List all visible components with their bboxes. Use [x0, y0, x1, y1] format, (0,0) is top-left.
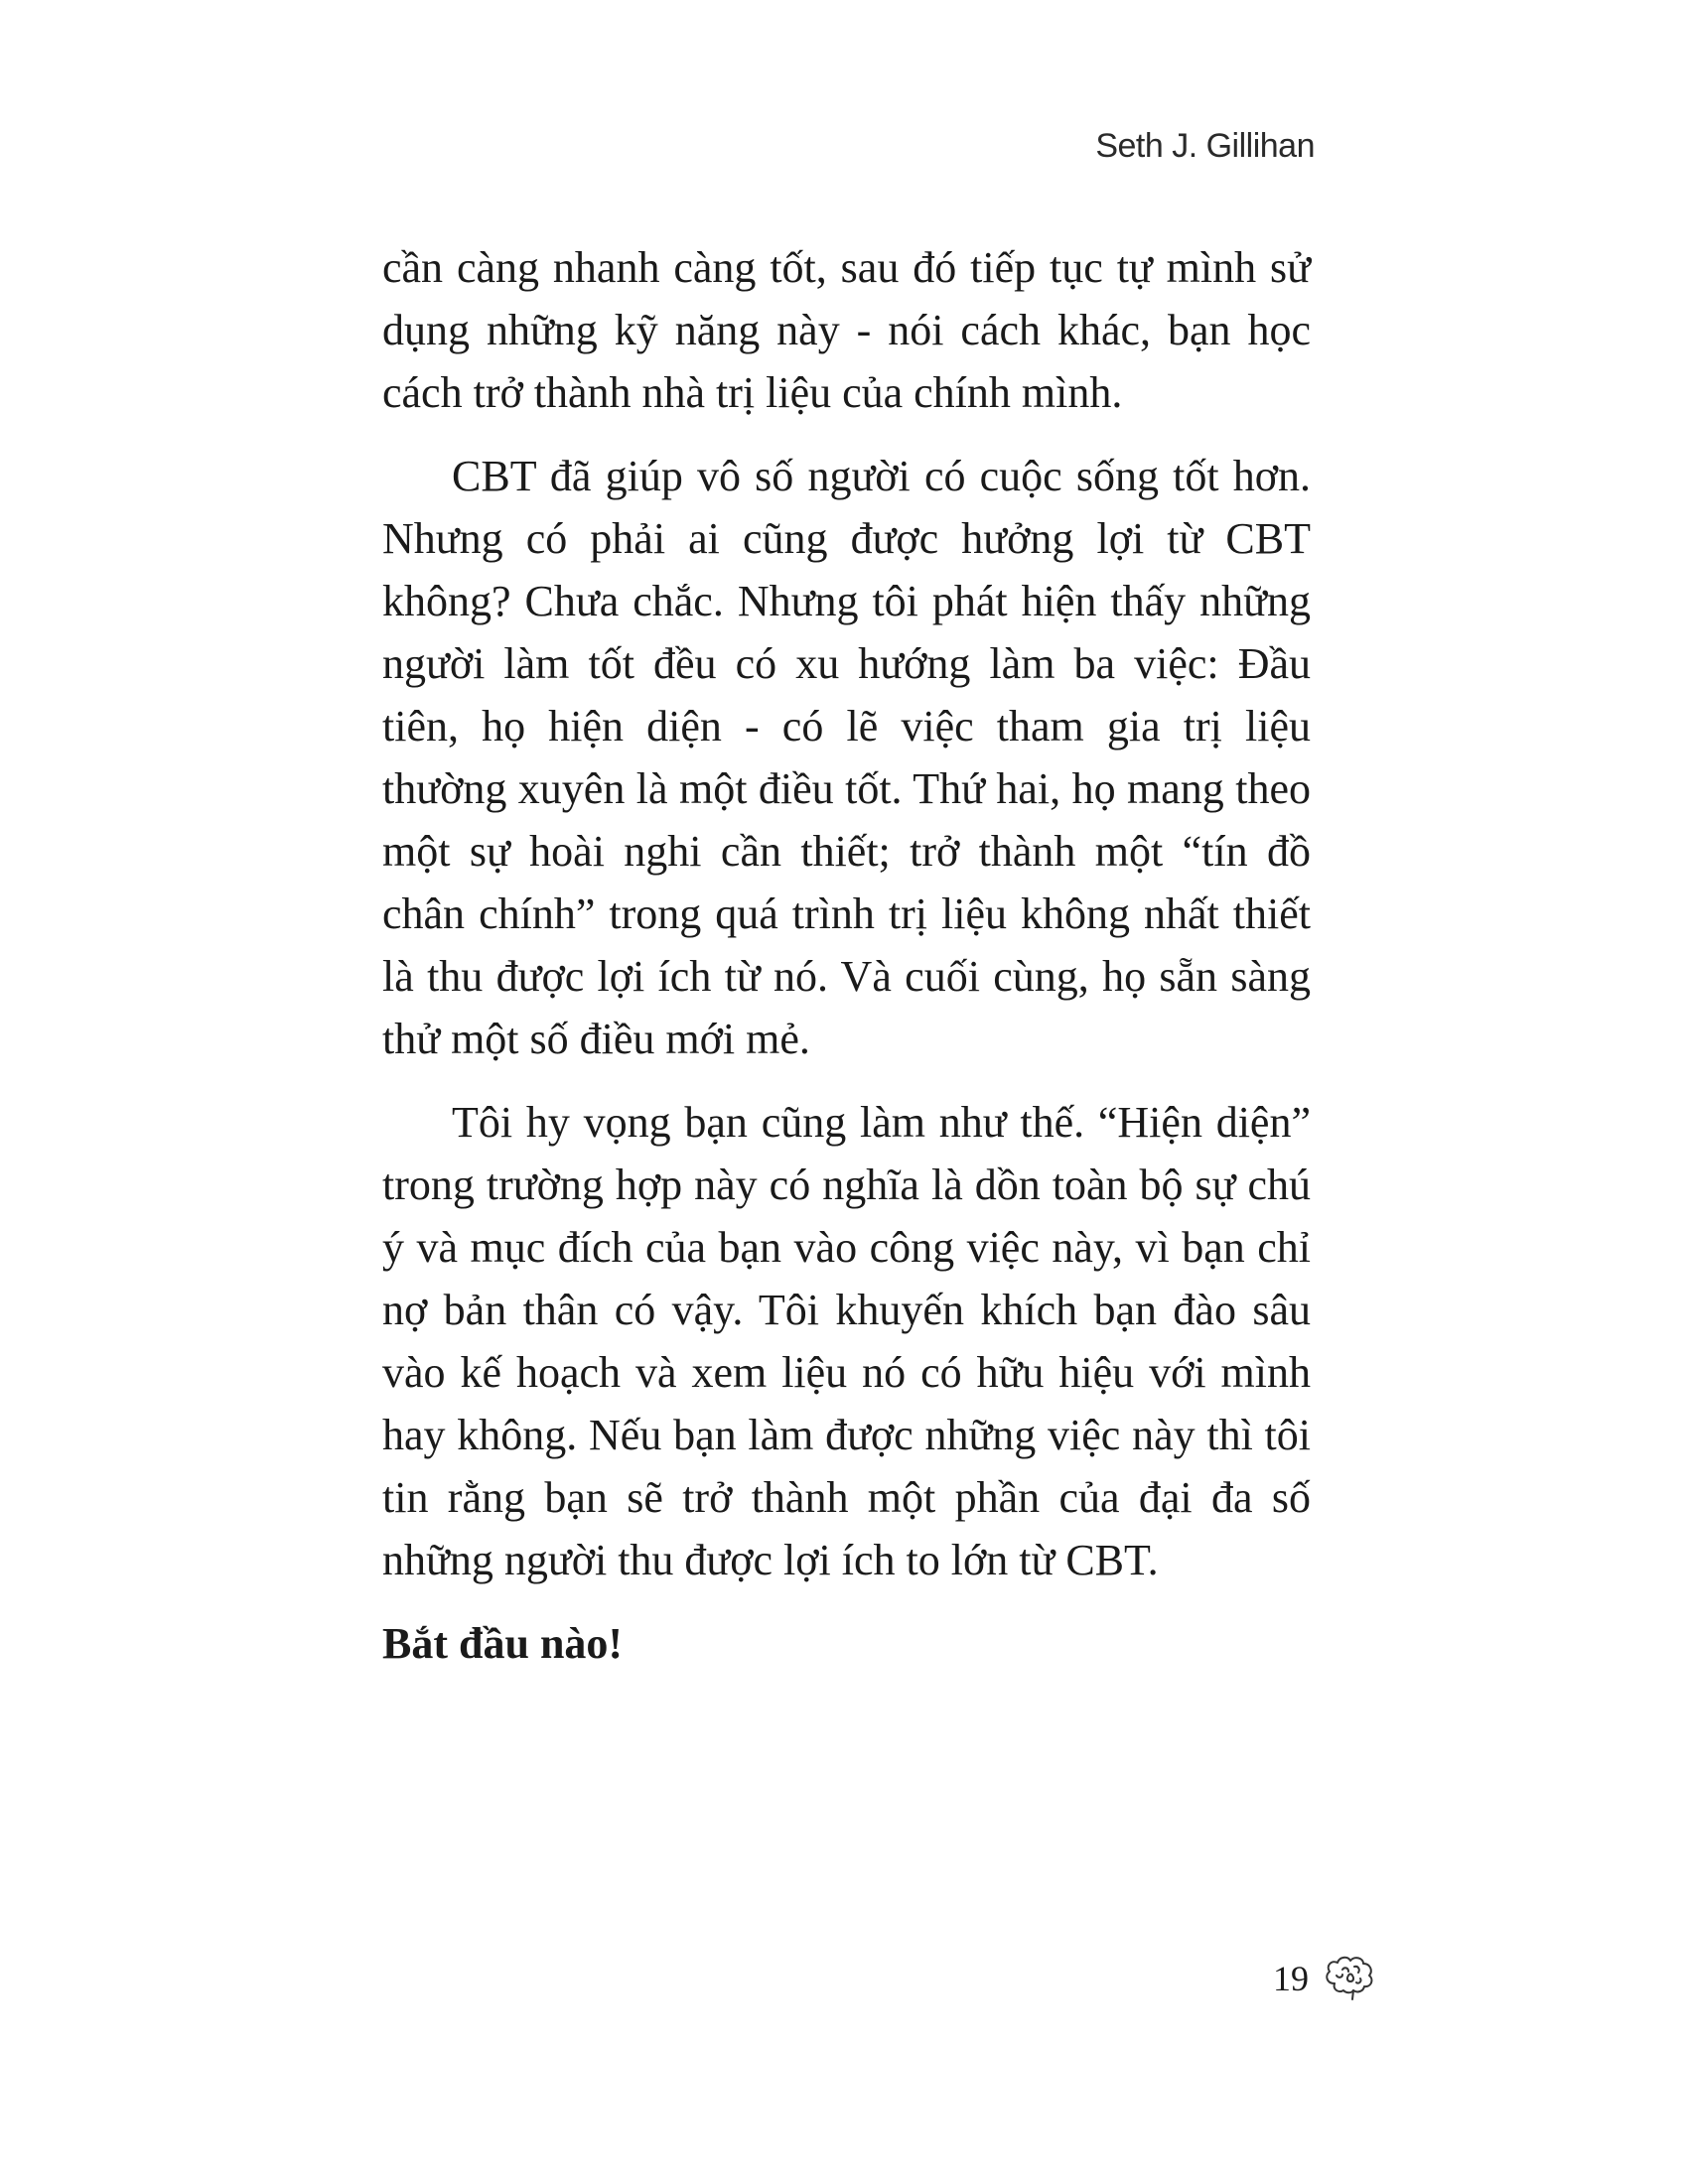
running-header-author: Seth J. Gillihan	[1095, 127, 1315, 165]
paragraph-be-present: Tôi hy vọng bạn cũng làm như thế. “Hiện diện” trong trường hợp này có nghĩa là dồn toàn bộ sự chú ý và mục đích của bạn vào công việc này, vì bạn chỉ nợ bản thân có vậy. Tôi khuyến khích bạn đào sâu vào kế hoạch và xem liệu nó có hữu hiệu với mình hay không. Nếu bạn làm được những việc này thì tôi tin rằng bạn sẽ trở thành một phần của đại đa số những người thu được lợi ích to lớn từ CBT.	[382, 1098, 1311, 1584]
paragraph-cbt-benefits: CBT đã giúp vô số người có cuộc sống tốt hơn. Nhưng có phải ai cũng được hưởng lợi từ CBT không? Chưa chắc. Nhưng tôi phát hiện thấy những người làm tốt đều có xu hướng làm ba việc: Đầu tiên, họ hiện diện - có lẽ việc tham gia trị liệu thường xuyên là một điều tốt. Thứ hai, họ mang theo một sự hoài nghi cần thiết; trở thành một “tín đồ chân chính” trong quá trình trị liệu không nhất thiết là thu được lợi ích từ nó. Và cuối cùng, họ sẵn sàng thử một số điều mới mẻ.	[382, 452, 1311, 1063]
body-text	[382, 236, 1311, 1696]
closing-line: Bắt đầu nào!	[382, 1619, 624, 1668]
paragraph-continuation: cần càng nhanh càng tốt, sau đó tiếp tục tự mình sử dụng những kỹ năng này - nói cách khác, bạn học cách trở thành nhà trị liệu của chính mình.	[382, 243, 1311, 417]
page-footer	[1273, 1954, 1376, 2003]
page-number: 19	[1273, 1959, 1309, 1998]
brain-icon	[1321, 1954, 1376, 2003]
